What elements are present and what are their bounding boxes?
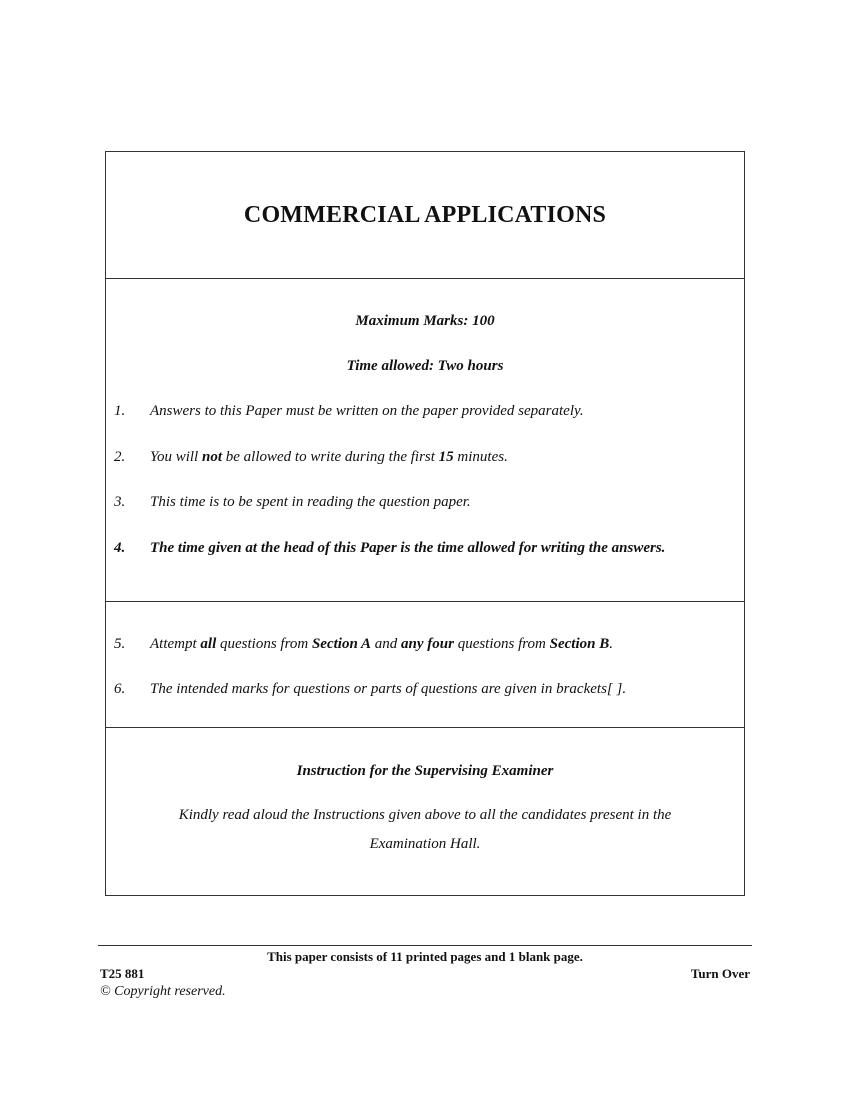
instruction-number: 4.: [114, 540, 126, 556]
instruction-text: This time is to be spent in reading the question paper.: [150, 494, 471, 510]
supervisor-text-line-1: Kindly read aloud the Instructions given above to all the candidates present in the: [178, 807, 672, 823]
instruction-number: 2.: [114, 449, 126, 465]
page-count-note: This paper consists of 11 printed pages and 1 blank page.: [267, 949, 583, 964]
instruction-text: The intended marks for questions or parts of questions are given in brackets[ ].: [150, 681, 627, 697]
instruction-text: You will not be allowed to write during the first 15 minutes.: [150, 449, 508, 465]
instruction-number: 6.: [114, 681, 126, 697]
time-allowed: Time allowed: Two hours: [346, 358, 504, 374]
supervisor-section: [106, 727, 744, 895]
paper-title: COMMERCIAL APPLICATIONS: [243, 202, 607, 228]
instruction-number: 5.: [114, 636, 126, 652]
instruction-text: Attempt all questions from Section A and any four questions from Section B.: [150, 636, 613, 652]
turn-over-label: Turn Over: [690, 966, 750, 981]
footer-divider: [98, 945, 752, 946]
maximum-marks: Maximum Marks: 100: [355, 313, 495, 329]
supervisor-text-line-2: Examination Hall.: [369, 836, 481, 852]
section-instructions: [106, 601, 744, 728]
instruction-text: Answers to this Paper must be written on the paper provided separately.: [150, 403, 584, 419]
title-section: [106, 152, 744, 279]
instruction-text: The time given at the head of this Paper is the time allowed for writing the answers.: [150, 540, 666, 556]
instruction-number: 1.: [114, 403, 126, 419]
general-instructions-section: [106, 278, 744, 602]
copyright-notice: © Copyright reserved.: [100, 984, 226, 999]
instruction-number: 3.: [114, 494, 126, 510]
exam-cover-box: [105, 151, 745, 896]
supervisor-heading: Instruction for the Supervising Examiner: [296, 763, 554, 779]
paper-code: T25 881: [100, 966, 145, 981]
